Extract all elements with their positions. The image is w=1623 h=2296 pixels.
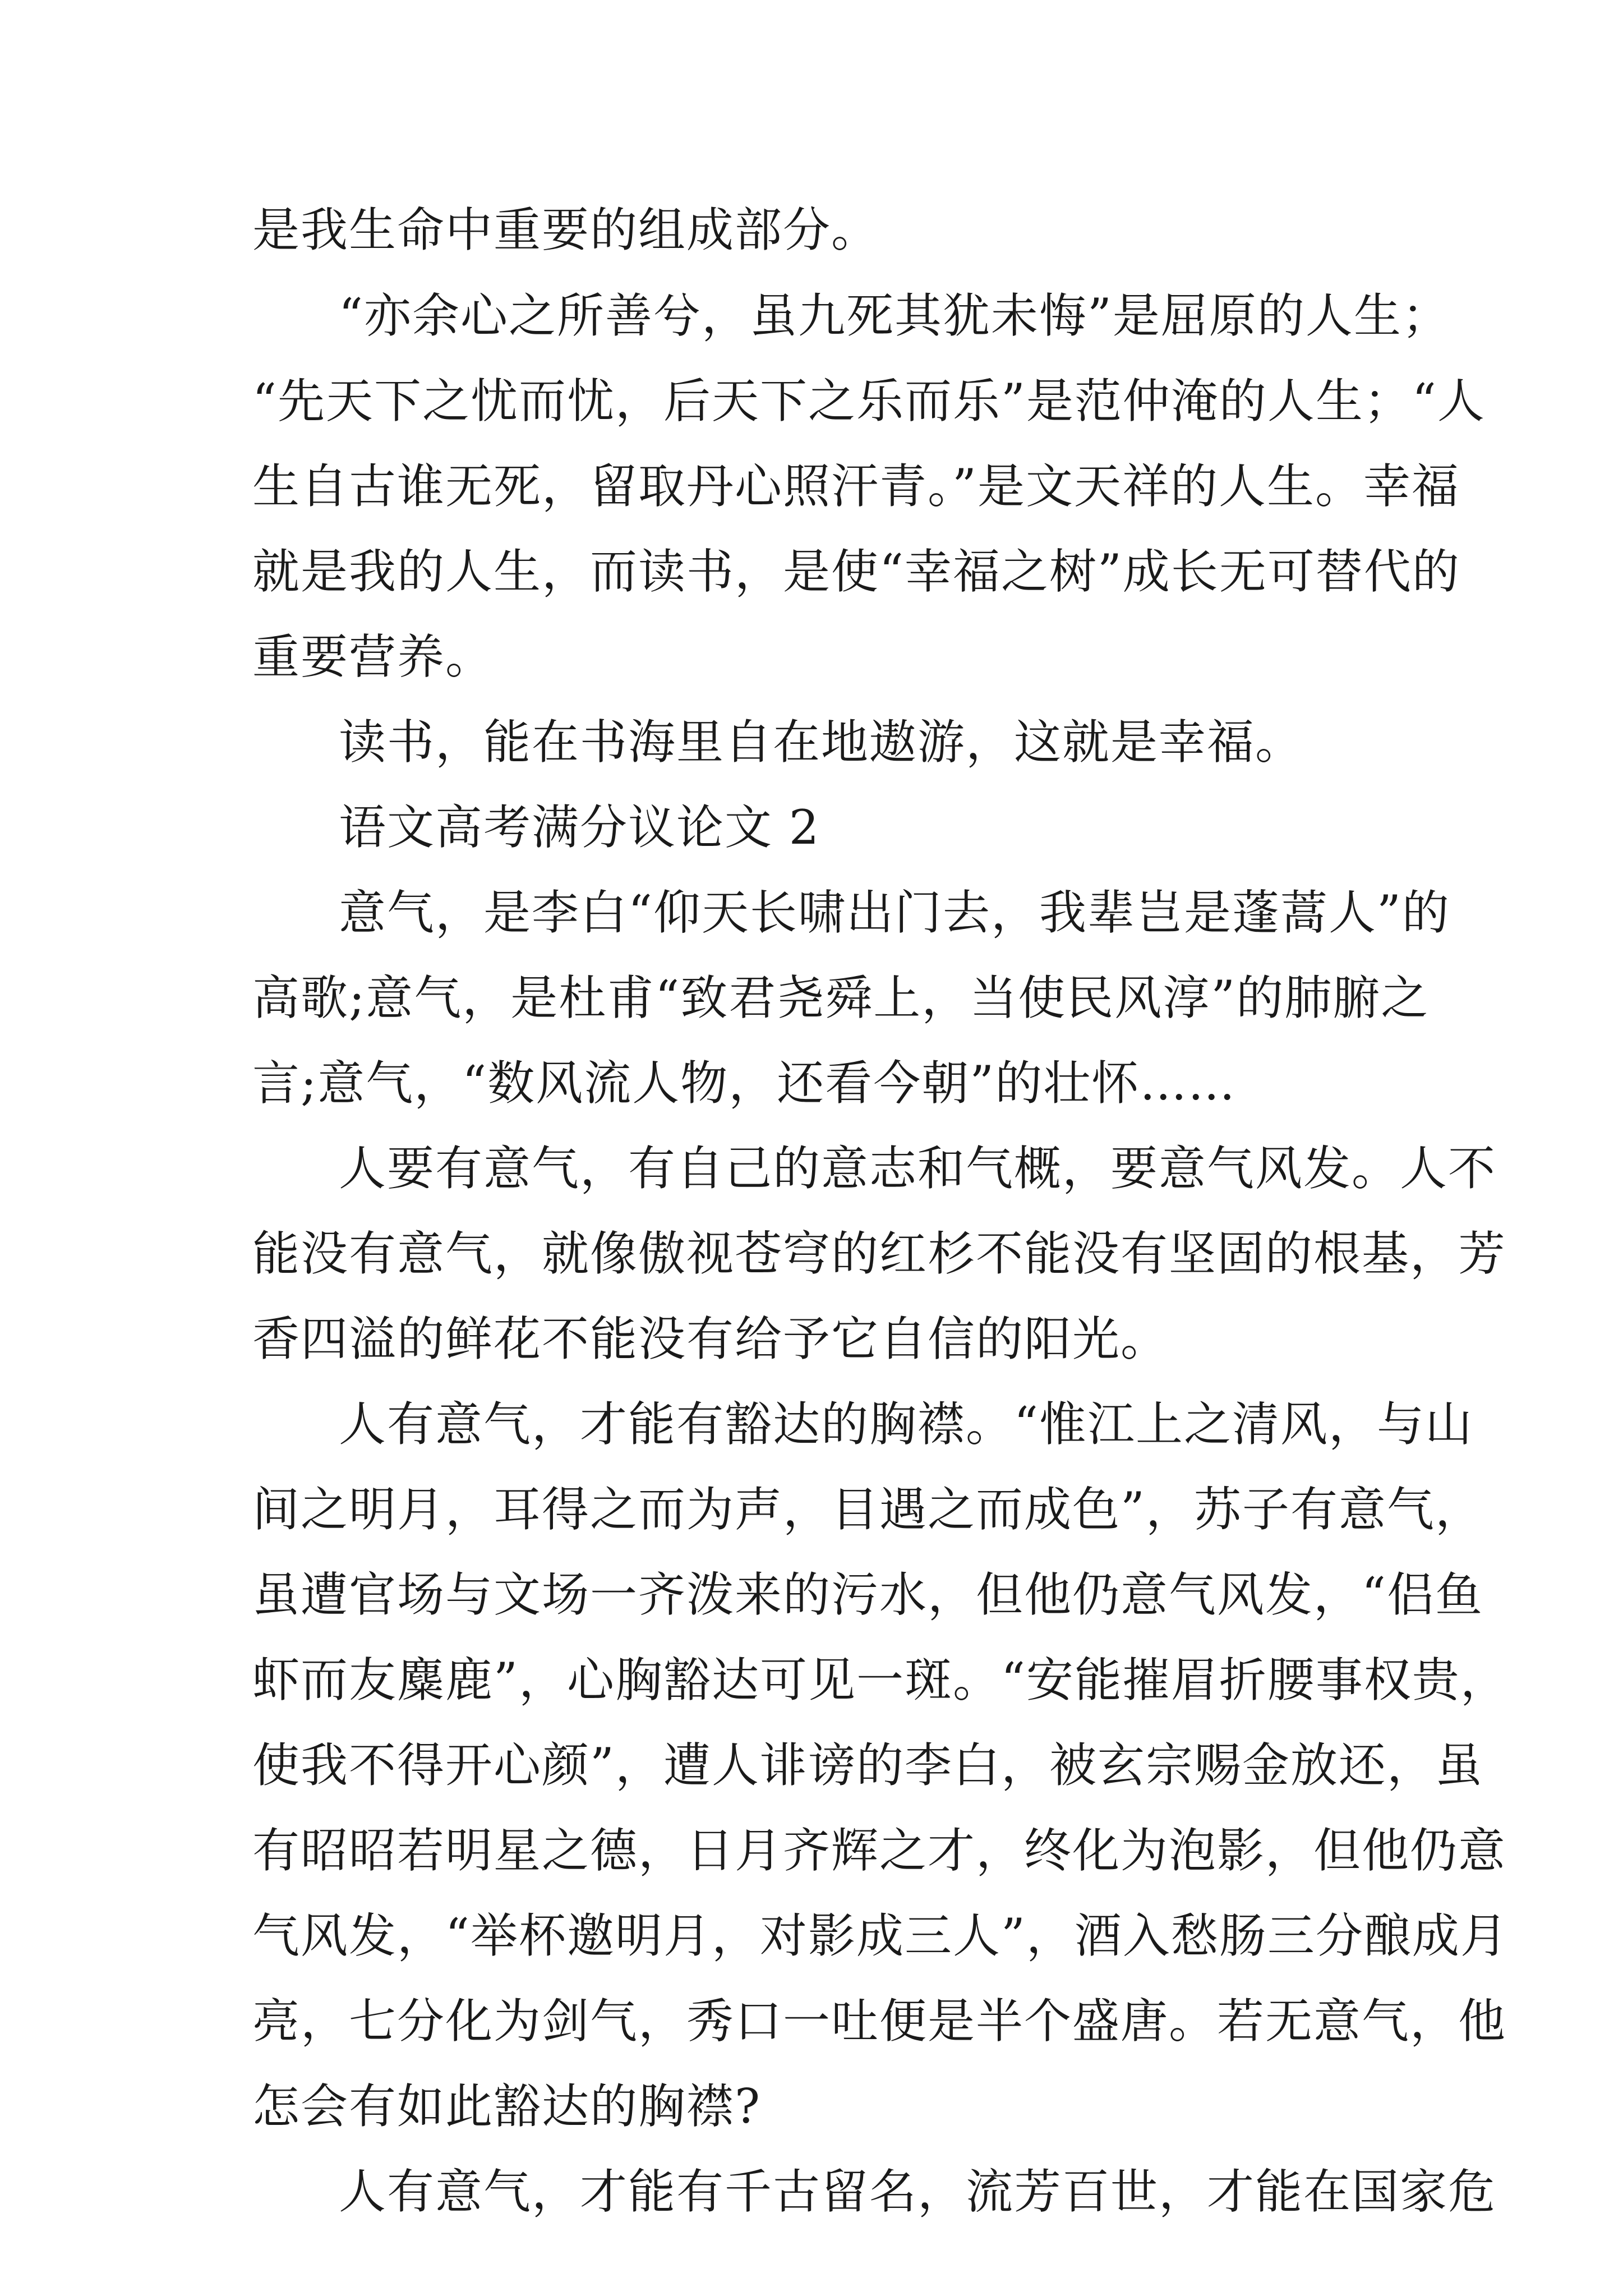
text-line: 怎会有如此豁达的胸襟? xyxy=(252,2079,762,2134)
text-line: 生自古谁无死，留取丹心照汗青。”是文天祥的人生。幸福 xyxy=(252,459,1460,514)
paragraph-start: 人有意气，才能有千古留名，流芳百世，才能在国家危 xyxy=(339,2164,1497,2219)
text-line: 间之明月，耳得之而为声，目遇之而成色”，苏子有意气， xyxy=(252,1482,1483,1537)
section-title: 语文高考满分议论文 2 xyxy=(339,800,820,855)
paragraph-start: “亦余心之所善兮，虽九死其犹未悔”是屈原的人生； xyxy=(339,288,1450,343)
text-line: 言;意气，“数风流人物，还看今朝”的壮怀…… xyxy=(252,1056,1237,1111)
paragraph-start: 读书，能在书海里自在地遨游，这就是幸福。 xyxy=(339,715,1304,770)
paragraph-start: 人要有意气，有自己的意志和气概，要意气风发。人不 xyxy=(339,1141,1497,1196)
paragraph-start: 人有意气，才能有豁达的胸襟。“惟江上之清风，与山 xyxy=(339,1397,1473,1452)
text-line: “先天下之忧而忧，后天下之乐而乐”是范仲淹的人生；“人 xyxy=(252,374,1486,429)
text-line: 高歌;意气，是杜甫“致君尧舜上，当使民风淳”的肺腑之 xyxy=(252,970,1430,1025)
text-line: 虽遭官场与文场一齐泼来的污水，但他仍意气风发，“侣鱼 xyxy=(252,1567,1483,1622)
text-line: 是我生命中重要的组成部分。 xyxy=(252,203,880,257)
text-line: 重要营养。 xyxy=(252,629,494,684)
text-line: 就是我的人生，而读书，是使“幸福之树”成长无可替代的 xyxy=(252,544,1460,599)
text-line: 能没有意气，就像傲视苍穹的红杉不能没有坚固的根基，芳 xyxy=(252,1226,1507,1281)
text-line: 气风发，“举杯邀明月，对影成三人”，酒入愁肠三分酿成月 xyxy=(252,1908,1509,1963)
text-line: 有昭昭若明星之德，日月齐辉之才，终化为泡影，但他仍意 xyxy=(252,1823,1507,1878)
text-line: 香四溢的鲜花不能没有给予它自信的阳光。 xyxy=(252,1312,1169,1366)
text-line: 虾而友麋鹿”，心胸豁达可见一斑。“安能摧眉折腰事权贵， xyxy=(252,1653,1509,1708)
paragraph-start: 意气，是李白“仰天长啸出门去，我辈岂是蓬蒿人”的 xyxy=(339,885,1450,940)
text-line: 亮，七分化为剑气，秀口一吐便是半个盛唐。若无意气，他 xyxy=(252,1994,1507,2049)
text-line: 使我不得开心颜”，遭人诽谤的李白，被玄宗赐金放还，虽 xyxy=(252,1738,1483,1793)
